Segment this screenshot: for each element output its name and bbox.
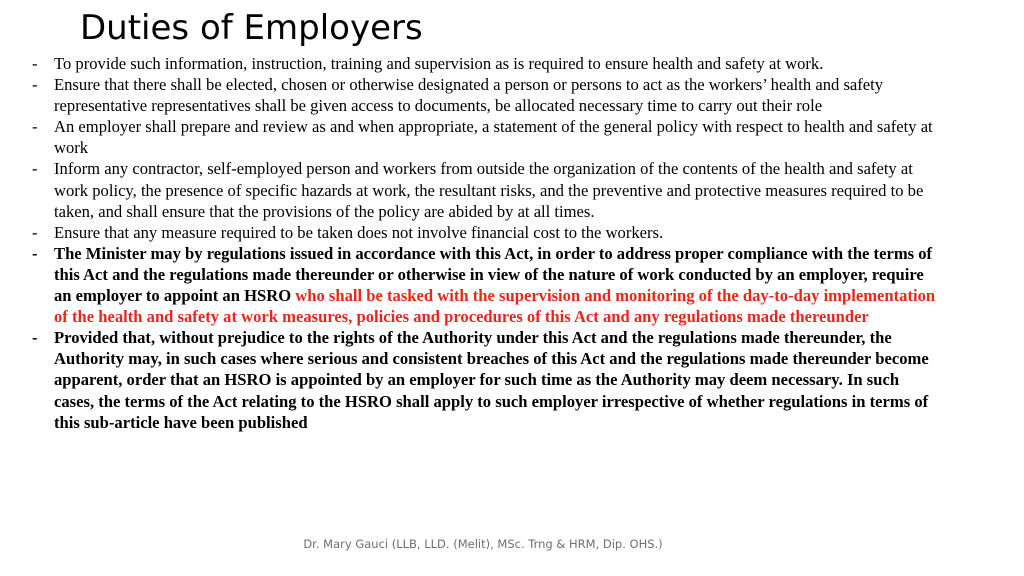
- list-item-text: Inform any contractor, self-employed person and workers from outside the organization of the contents of the health and safety at work policy, the presence of specific hazards at work, the resultant risks, and the preventive and protective measures required to be taken, and shall ensure that the provisions of the policy are abided by at all times.: [54, 159, 924, 221]
- bullet-dash: -: [32, 243, 38, 263]
- bullet-dash: -: [32, 117, 38, 137]
- list-item-text: Provided that, without prejudice to the rights of the Authority under this Act and the regulations made thereunder, the Authority may, in such cases where serious and consistent breaches of this Act and the regulations made thereunder become apparent, order that an HSRO is appointed by an employer for such time as the Authority may deem necessary. In such cases, the terms of the Act relating to the HSRO shall apply to such employer irrespective of whether regulations in terms of this sub-article have been published: [54, 328, 929, 432]
- list-item-text: An employer shall prepare and review as and when appropriate, a statement of the general policy with respect to health and safety at work: [54, 117, 933, 158]
- list-item-text: Ensure that any measure required to be taken does not involve financial cost to the workers.: [54, 222, 664, 242]
- list-item: [30, 116, 940, 158]
- bullet-dash: -: [32, 159, 38, 179]
- list-item: [30, 327, 940, 432]
- duties-list: [30, 53, 940, 433]
- slide-title: Duties of Employers: [80, 8, 423, 48]
- list-item-text: The Minister may by regulations issued in accordance with this Act, in order to address proper compliance with the terms of this Act and the regulations made thereunder or otherwise in view of the nature of work conducted by an employer, require an employer to appoint an HSRO: [54, 243, 933, 306]
- list-item: [30, 222, 940, 243]
- list-item: [30, 53, 940, 74]
- list-item: [30, 158, 940, 221]
- bullet-dash: -: [32, 328, 38, 348]
- bullet-dash: -: [32, 54, 38, 73]
- list-item-text: To provide such information, instruction, training and supervision as is required to ensure health and safety at work.: [54, 54, 824, 73]
- list-item: [30, 243, 940, 327]
- footer-credit: Dr. Mary Gauci (LLB, LLD. (Melit), MSc. Trng & HRM, Dip. OHS.): [303, 537, 663, 551]
- bullet-dash: -: [32, 222, 38, 242]
- list-item-text: Ensure that there shall be elected, chosen or otherwise designated a person or persons to act as the workers’ health and safety representative representatives shall be given access to documents, be allocated necessary time to carry out their role: [54, 75, 884, 116]
- bullet-dash: -: [32, 75, 38, 95]
- highlighted-text: who shall be tasked with the supervision and monitoring of the day-to-day implementation of the health and safety at work measures, policies and procedures of this Act and any regulations made thereunder: [54, 286, 936, 327]
- list-item: [30, 74, 940, 116]
